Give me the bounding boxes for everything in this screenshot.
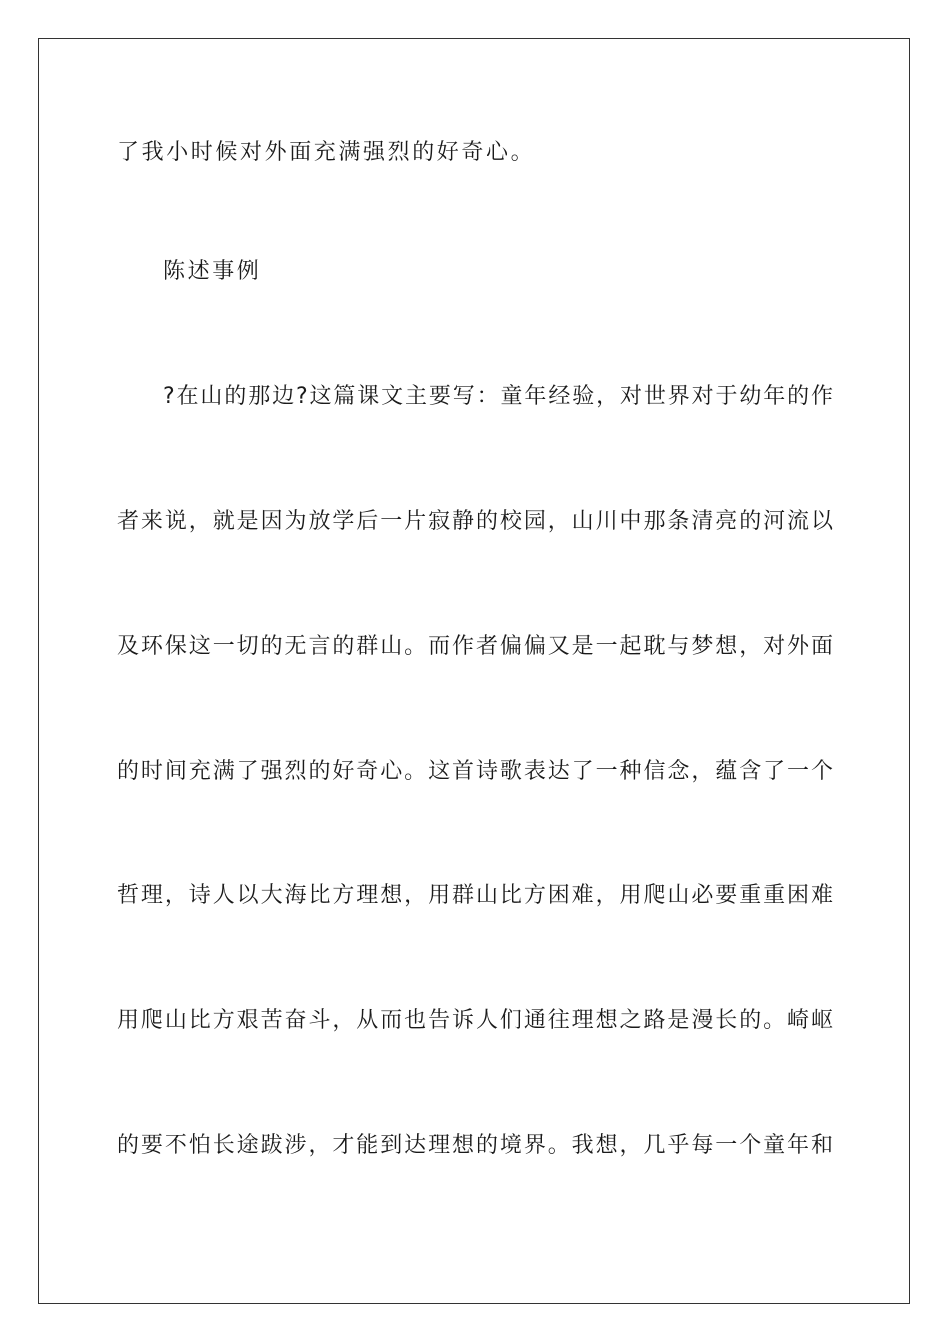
text-line-4: 者来说，就是因为放学后一片寂静的校园，山川中那条清亮的河流以 [117, 509, 833, 534]
text-line-7: 哲理，诗人以大海比方理想，用群山比方困难，用爬山必要重重困难 [117, 883, 833, 908]
text-line-9: 的要不怕长途跋涉，才能到达理想的境界。我想，几乎每一个童年和 [117, 1133, 833, 1158]
section-heading: 陈述事例 [163, 259, 262, 284]
text-line-3: ?在山的那边?这篇课文主要写：童年经验，对世界对于幼年的作 [163, 384, 833, 409]
page-border [38, 38, 910, 1304]
text-line-6: 的时间充满了强烈的好奇心。这首诗歌表达了一种信念，蕴含了一个 [117, 759, 833, 784]
text-line-5: 及环保这一切的无言的群山。而作者偏偏又是一起耽与梦想，对外面 [117, 634, 833, 659]
text-line-8: 用爬山比方艰苦奋斗，从而也告诉人们通往理想之路是漫长的。崎岖 [117, 1008, 833, 1033]
text-line-1: 了我小时候对外面充满强烈的好奇心。 [117, 140, 536, 165]
